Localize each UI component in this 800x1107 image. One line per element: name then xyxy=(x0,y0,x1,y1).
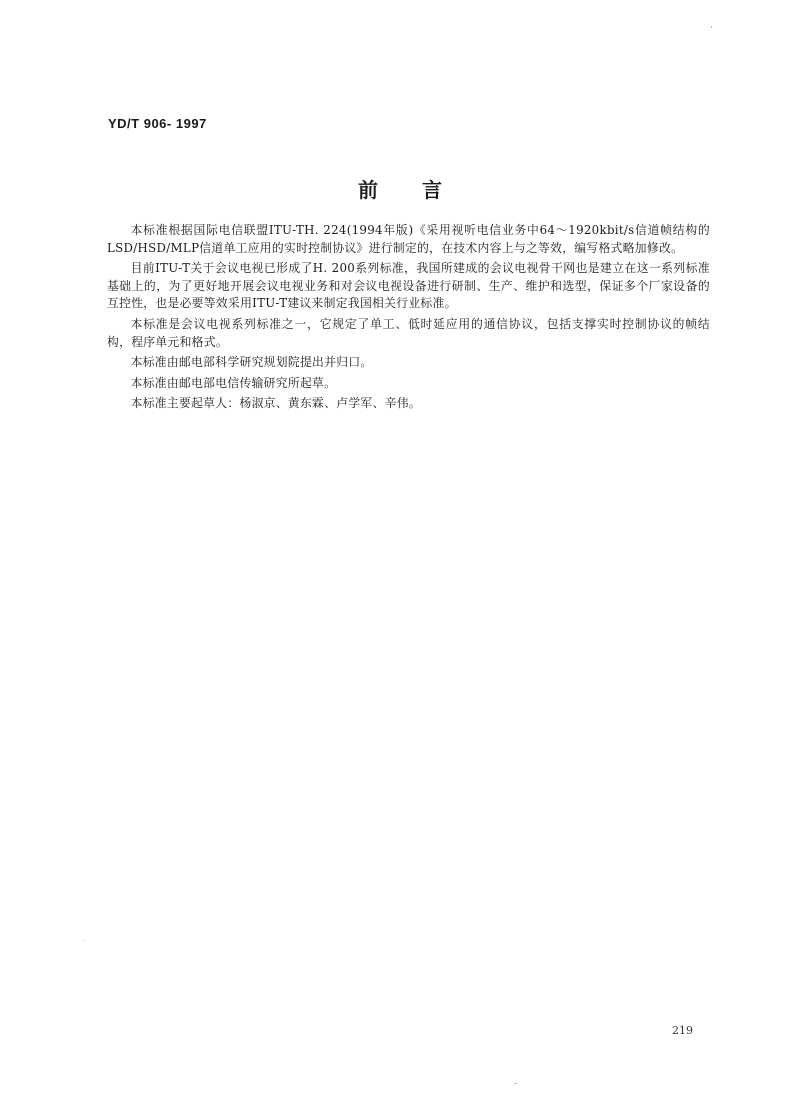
page-number: 219 xyxy=(672,1024,693,1037)
page-title: 前言 xyxy=(358,178,486,202)
standard-code: YD/T 906- 1997 xyxy=(108,116,207,131)
scan-speck xyxy=(514,1083,517,1084)
paragraph-background: 目前ITU-T关于会议电视已形成了H. 200系列标准，我国所建成的会议电视骨干网也是建立在这一系列标准基础上的，为了更好地开展会议电视业务和对会议电视设备进行研制、生产、维护和选型，保证多个厂家设备的互控性，也是必要等效采用ITU-T建议来制定我国相关行业标准。 xyxy=(107,261,710,311)
body-text xyxy=(107,222,710,416)
scan-speck xyxy=(84,940,85,941)
scan-speck xyxy=(711,26,712,28)
paragraph-basis: 本标准根据国际电信联盟ITU-TH. 224(1994年版)《采用视听电信业务中64～1920kbit/s信道帧结构的LSD/HSD/MLP信道单工应用的实时控制协议》进行制定的，在技术内容上与之等效，编写格式略加修改。 xyxy=(107,223,710,255)
paragraph-proposer: 本标准由邮电部科学研究规划院提出并归口。 xyxy=(130,355,373,370)
paragraph-drafting-unit: 本标准由邮电部电信传输研究所起草。 xyxy=(130,375,337,390)
paragraph-scope: 本标准是会议电视系列标准之一，它规定了单工、低时延应用的通信协议，包括支撑实时控制协议的帧结构，程序单元和格式。 xyxy=(107,316,710,349)
paragraph-drafters: 本标准主要起草人：杨淑京、黄东霖、卢学军、辛伟。 xyxy=(130,396,421,411)
